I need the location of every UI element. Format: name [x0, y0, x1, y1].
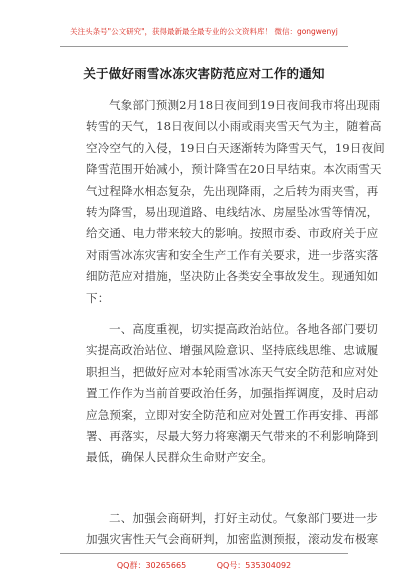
footer-divider [60, 553, 348, 554]
paragraph-line: 转为降雪，易出现道路、电线结冰、房屋坠冰雪等情况， [86, 205, 379, 220]
paragraph-line: 加强灾害性天气会商研判，加密监测预报，滚动发布极寒 [86, 532, 379, 547]
paragraph-line: 降雪范围开始减小，预计降雪在20日早结束。本次雨雪天 [86, 162, 382, 177]
paragraph-line: 下： [86, 290, 110, 305]
paragraph-line: 对雨雪冰冻灾害和安全生产工作有关要求，进一步落实落 [86, 247, 379, 262]
paragraph-line: 置工作作为当前首要政治任务，加强指挥调度，及时启动 [86, 386, 379, 401]
paragraph-line: 职担当，把做好应对本轮雨雪冰冻天气安全防范和应对处 [86, 364, 379, 379]
document-title: 关于做好雨雪冰冻灾害防范应对工作的通知 [83, 66, 325, 81]
paragraph-line: 署、再落实，尽最大努力将寒潮天气带来的不利影响降到 [86, 429, 379, 444]
paragraph-line: 最低，确保人民群众生命财产安全。 [86, 450, 274, 465]
paragraph-line: 细防范应对措施，坚决防止各类安全事故发生。现通知如 [86, 269, 379, 284]
paragraph-line: 二、加强会商研判，打好主动仗。气象部门要进一步 [109, 511, 378, 525]
paragraph-intro [86, 95, 385, 309]
paragraph-line: 空冷空气的入侵，19日白天逐渐转为降雪天气，19日夜间 [86, 140, 385, 155]
footer-contact [0, 560, 408, 571]
footer-qq-number: QQ号：535304092 [216, 561, 292, 570]
header-divider [60, 46, 348, 47]
footer-qq-group: QQ群：30265665 [116, 561, 187, 570]
paragraph-section-two [86, 508, 379, 551]
header-promo-note: 关注头条号"公文研究"，获得最新最全最专业的公文资料库！ 微信：gongwenyj [70, 27, 338, 36]
paragraph-section-one [86, 319, 379, 469]
paragraph-line: 转雪的天气，18日夜间以小雨或雨夹雪天气为主，随着高 [86, 119, 382, 134]
paragraph-line: 气象部门预测2月18日夜间到19日夜间我市将出现雨 [109, 98, 381, 112]
paragraph-line: 一、高度重视，切实提高政治站位。各地各部门要切 [109, 322, 378, 336]
paragraph-line: 实提高政治站位、增强风险意识、坚持底线思维、忠诚履 [86, 343, 379, 358]
paragraph-line: 给交通、电力带来较大的影响。按照市委、市政府关于应 [86, 226, 379, 241]
paragraph-line: 应急预案，立即对安全防范和应对处置工作再安排、再部 [86, 407, 379, 422]
paragraph-line: 气过程降水相态复杂，先出现降雨，之后转为雨夹雪，再 [86, 183, 379, 198]
